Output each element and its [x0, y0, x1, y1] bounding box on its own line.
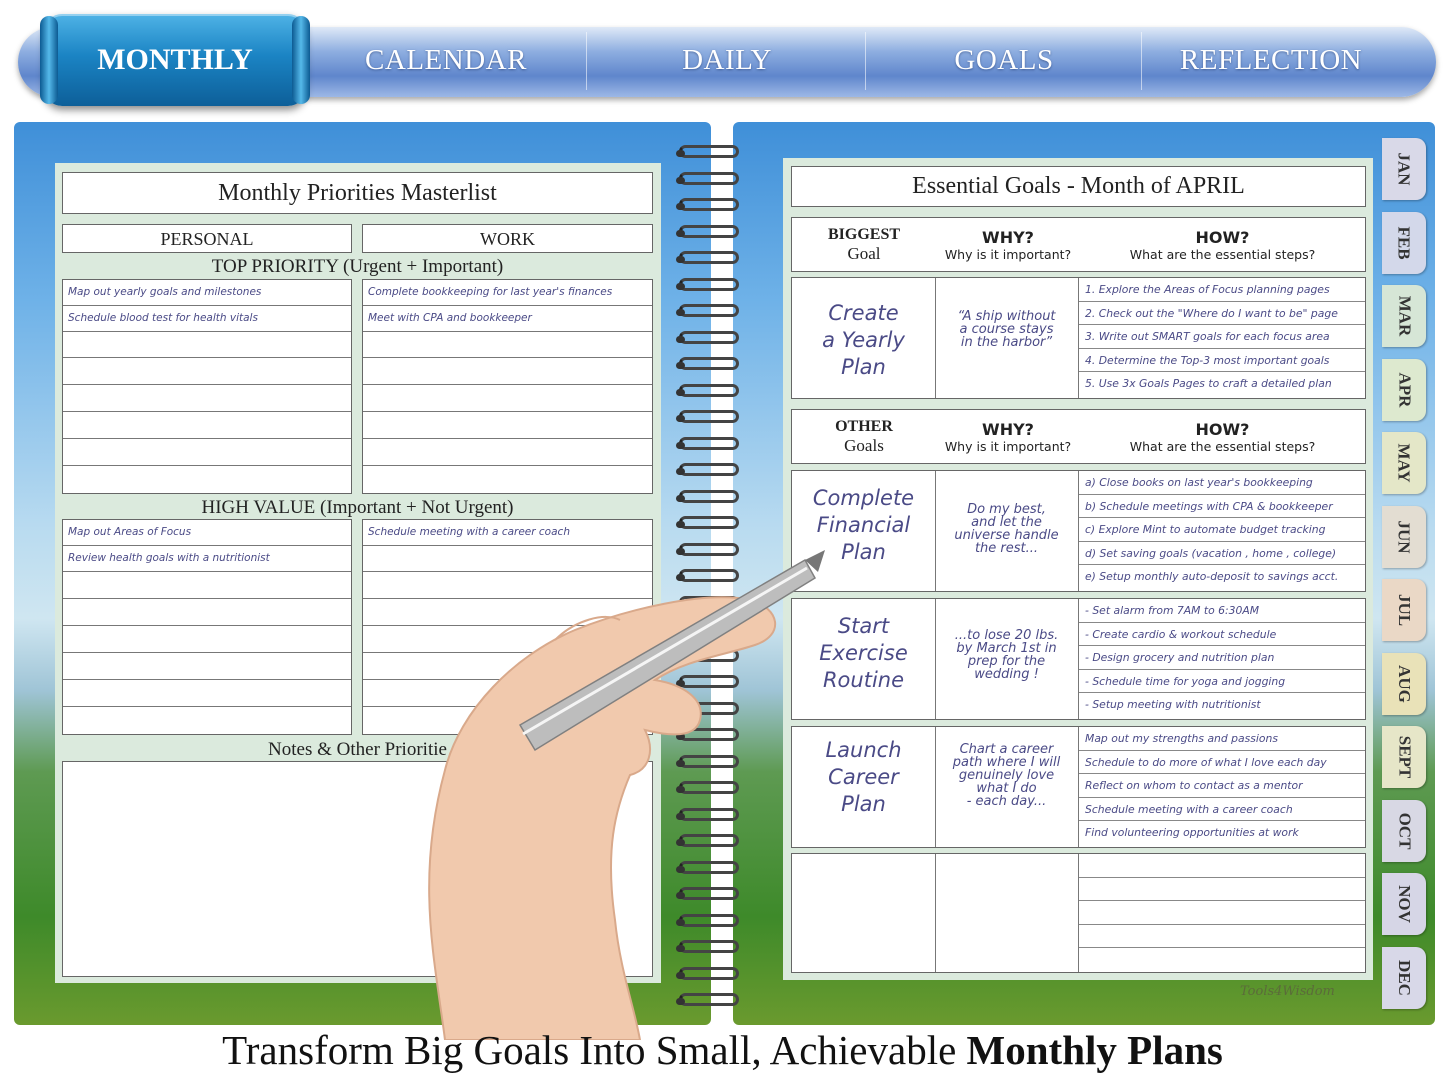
spiral-ring	[679, 304, 739, 317]
nav-tab-daily[interactable]: DAILY	[682, 43, 772, 76]
masterlist-title: Monthly Priorities Masterlist	[218, 180, 497, 206]
why-sublabel: Why is it important?	[944, 439, 1072, 454]
month-tab-oct[interactable]	[1382, 800, 1426, 862]
biggest-goal-why[interactable]: “A ship without a course stays in the harbor”	[957, 309, 1056, 350]
why-sublabel: Why is it important?	[944, 247, 1072, 262]
other-goal-why[interactable]: ...to lose 20 lbs. by March 1st in prep for the wedding !	[954, 628, 1059, 682]
other-goal-name[interactable]: Start Exercise Routine	[819, 614, 908, 692]
step-row[interactable]	[1079, 878, 1365, 902]
step-row[interactable]: Map out my strengths and passions	[1079, 727, 1365, 751]
month-tab-jun[interactable]	[1382, 506, 1426, 568]
month-tab-jul[interactable]	[1382, 579, 1426, 641]
month-tab-label: FEB	[1395, 225, 1414, 260]
month-tab-may[interactable]	[1382, 432, 1426, 494]
masterlist-title-box	[62, 172, 653, 214]
step-row[interactable]: Schedule to do more of what I love each day	[1079, 751, 1365, 775]
high-value-label: HIGH VALUE (Important + Not Urgent)	[201, 497, 514, 518]
list-item[interactable]	[63, 654, 351, 680]
nav-tab-reflection[interactable]: REFLECTION	[1179, 43, 1363, 76]
spiral-ring	[679, 463, 739, 476]
step-row[interactable]: b) Schedule meetings with CPA & bookkeeper	[1079, 495, 1365, 519]
list-item[interactable]: Meet with CPA and bookkeeper	[363, 306, 652, 332]
biggest-goal-name[interactable]: Create a Yearly Plan	[822, 301, 905, 379]
spiral-ring	[679, 145, 739, 158]
other-goal-block-1	[791, 470, 1366, 592]
month-tab-label: JUN	[1395, 519, 1414, 554]
month-tab-nov[interactable]	[1382, 873, 1426, 935]
personal-header: PERSONAL	[160, 229, 254, 249]
list-item[interactable]	[63, 413, 351, 439]
list-item[interactable]	[63, 359, 351, 385]
step-row[interactable]: d) Set saving goals (vacation , home , college)	[1079, 542, 1365, 566]
empty-goal-block	[791, 853, 1366, 973]
step-row[interactable]	[1079, 925, 1365, 949]
biggest-goal-header	[791, 217, 1366, 272]
step-row[interactable]: a) Close books on last year's bookkeeping	[1079, 471, 1365, 495]
step-row[interactable]: - Setup meeting with nutritionist	[1085, 698, 1261, 711]
other-goal-name[interactable]: Complete Financial Plan	[812, 486, 915, 564]
spiral-ring	[679, 225, 739, 238]
month-tab-label: MAY	[1394, 443, 1414, 483]
list-item[interactable]	[63, 573, 351, 599]
nav-tab-goals[interactable]: GOALS	[954, 43, 1054, 76]
how-sublabel: What are the essential steps?	[1129, 247, 1316, 262]
list-item[interactable]: Complete bookkeeping for last year's finances	[363, 280, 652, 306]
list-item[interactable]	[63, 386, 351, 412]
step-row[interactable]: 5. Use 3x Goals Pages to craft a detailed plan	[1085, 377, 1332, 390]
hand-shape	[429, 597, 775, 1040]
list-item[interactable]	[63, 681, 351, 707]
step-row[interactable]: c) Explore Mint to automate budget tracking	[1079, 518, 1365, 542]
other-goal-name[interactable]: Launch Career Plan	[825, 738, 902, 816]
month-tab-label: NOV	[1395, 885, 1414, 923]
month-tab-label: DEC	[1395, 959, 1414, 996]
month-tab-sept[interactable]	[1382, 726, 1426, 788]
list-item[interactable]	[63, 440, 351, 466]
spiral-ring	[679, 357, 739, 370]
spiral-ring	[679, 278, 739, 291]
list-item[interactable]	[363, 413, 652, 439]
step-row[interactable]	[1079, 854, 1365, 878]
list-item[interactable]	[363, 386, 652, 412]
month-tab-apr[interactable]	[1382, 359, 1426, 421]
tagline-regular: Transform Big Goals Into Small, Achievable	[222, 1027, 967, 1073]
top-priority-work-list	[362, 279, 653, 494]
work-header-box	[362, 224, 653, 253]
biggest-label: BIGGEST	[827, 226, 901, 243]
step-row[interactable]: 3. Write out SMART goals for each focus area	[1079, 325, 1365, 349]
month-tab-label: AUG	[1395, 664, 1414, 703]
how-sublabel: What are the essential steps?	[1129, 439, 1316, 454]
tagline-bold: Monthly Plans	[966, 1027, 1223, 1073]
how-label: HOW?	[1195, 420, 1250, 439]
spiral-ring	[679, 198, 739, 211]
biggest-goal-block	[791, 277, 1366, 399]
other-goal-why[interactable]: Chart a career path where I will genuinely love what I do - each day...	[952, 742, 1061, 809]
month-tab-label: APR	[1394, 372, 1414, 407]
list-item[interactable]	[63, 627, 351, 653]
list-item[interactable]	[363, 332, 652, 358]
spiral-ring	[679, 251, 739, 264]
spiral-ring	[679, 410, 739, 423]
step-row[interactable]: 4. Determine the Top-3 most important goals	[1079, 349, 1365, 373]
list-item[interactable]: Review health goals with a nutritionist	[63, 546, 351, 572]
why-label: WHY?	[982, 228, 1034, 247]
month-tab-label: JAN	[1395, 152, 1414, 186]
list-item[interactable]	[363, 440, 652, 466]
brand-logo: Tools4Wisdom	[1240, 984, 1335, 999]
goals-title-box	[791, 166, 1366, 207]
step-row[interactable]: 1. Explore the Areas of Focus planning pages	[1079, 278, 1365, 302]
spiral-ring	[679, 490, 739, 503]
personal-header-box	[62, 224, 352, 253]
list-item[interactable]	[63, 600, 351, 626]
nav-tab-monthly[interactable]: MONTHLY	[44, 14, 306, 106]
goal-label: Goal	[847, 244, 881, 263]
goals-title: Essential Goals - Month of APRIL	[912, 173, 1245, 199]
month-tab-label: JUL	[1395, 593, 1414, 627]
spiral-ring	[679, 172, 739, 185]
month-tab-jan[interactable]	[1382, 138, 1426, 200]
tagline	[0, 1026, 1445, 1074]
step-row[interactable]: Find volunteering opportunities at work	[1085, 826, 1299, 839]
spiral-ring	[679, 384, 739, 397]
step-row[interactable]: 2. Check out the "Where do I want to be" page	[1079, 302, 1365, 326]
spiral-ring	[679, 437, 739, 450]
month-tab-dec[interactable]	[1382, 947, 1426, 1009]
step-row[interactable]: - Create cardio & workout schedule	[1079, 623, 1365, 647]
list-item[interactable]: Map out yearly goals and milestones	[63, 280, 351, 306]
step-row[interactable]: - Set alarm from 7AM to 6:30AM	[1079, 599, 1365, 623]
spiral-ring	[679, 331, 739, 344]
top-priority-label: TOP PRIORITY (Urgent + Important)	[211, 256, 504, 277]
goals-label: Goals	[844, 436, 884, 455]
list-item[interactable]: Map out Areas of Focus	[63, 520, 351, 546]
month-tab-aug[interactable]	[1382, 653, 1426, 715]
step-row[interactable]: Reflect on whom to contact as a mentor	[1079, 774, 1365, 798]
list-item[interactable]: Schedule meeting with a career coach	[363, 520, 652, 546]
hand-holding-pen-illustration	[405, 520, 825, 1040]
step-row[interactable]: - Design grocery and nutrition plan	[1079, 646, 1365, 670]
month-tab-label: OCT	[1395, 812, 1414, 849]
step-row[interactable]: Schedule meeting with a career coach	[1079, 798, 1365, 822]
other-label: OTHER	[835, 418, 893, 435]
why-label: WHY?	[982, 420, 1034, 439]
column-divider	[935, 854, 936, 972]
how-label: HOW?	[1195, 228, 1250, 247]
nav-tab-calendar[interactable]: CALENDAR	[365, 43, 527, 76]
list-item[interactable]: Schedule blood test for health vitals	[63, 306, 351, 332]
other-goals-header	[791, 409, 1366, 464]
list-item[interactable]	[63, 332, 351, 358]
step-row[interactable]: e) Setup monthly auto-deposit to savings acct.	[1085, 570, 1339, 583]
other-goal-why[interactable]: Do my best, and let the universe handle the rest...	[954, 502, 1059, 556]
top-priority-personal-list	[62, 279, 352, 494]
list-item[interactable]	[363, 359, 652, 385]
month-tab-feb[interactable]	[1382, 212, 1426, 274]
month-tab-mar[interactable]	[1382, 285, 1426, 347]
notes-label: Notes & Other Prioritie	[268, 739, 447, 760]
month-tab-label: SEPT	[1395, 735, 1414, 779]
month-tab-label: MAR	[1394, 295, 1414, 337]
other-goal-block-2	[791, 598, 1366, 720]
high-value-personal-list	[62, 519, 352, 735]
step-row[interactable]	[1079, 901, 1365, 925]
other-goal-block-3	[791, 726, 1366, 848]
step-row[interactable]: - Schedule time for yoga and jogging	[1079, 670, 1365, 694]
work-header: WORK	[480, 229, 535, 249]
